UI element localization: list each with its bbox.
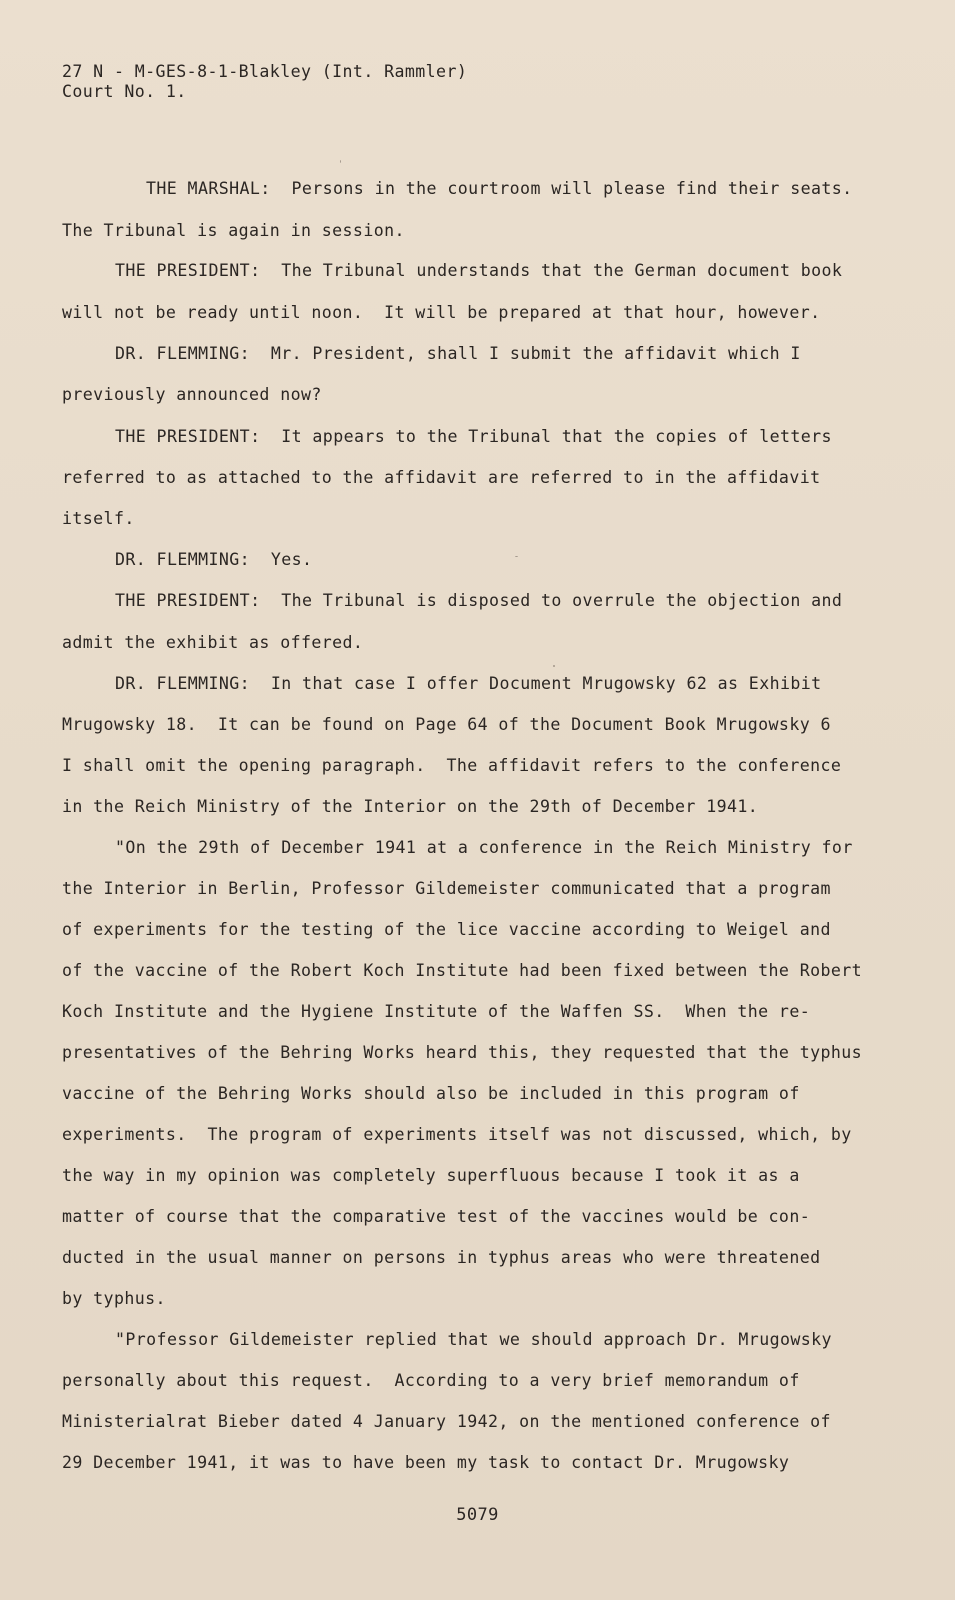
transcript-line: the Interior in Berlin, Professor Gildemeister communicated that a program xyxy=(62,879,831,898)
transcript-line: DR. FLEMMING: Mr. President, shall I submit the affidavit which I xyxy=(115,344,801,363)
transcript-line: of the vaccine of the Robert Koch Institute had been fixed between the Robert xyxy=(62,961,863,980)
transcript-line: "Professor Gildemeister replied that we should approach Dr. Mrugowsky xyxy=(115,1330,832,1349)
transcript-line: will not be ready until noon. It will be prepared at that hour, however. xyxy=(62,303,821,322)
transcript-line: Mrugowsky 18. It can be found on Page 64 of the Document Book Mrugowsky 6 xyxy=(62,715,831,734)
paper-speck xyxy=(515,556,518,557)
transcript-line: personally about this request. According to a very brief memorandum of xyxy=(62,1371,800,1390)
document-header xyxy=(62,62,467,102)
transcript-line: DR. FLEMMING: In that case I offer Document Mrugowsky 62 as Exhibit xyxy=(115,674,822,693)
header-line-1: 27 N - M-GES-8-1-Blakley (Int. Rammler) xyxy=(62,62,468,81)
transcript-line: referred to as attached to the affidavit are referred to in the affidavit xyxy=(62,468,821,487)
transcript-line: matter of course that the comparative test of the vaccines would be con- xyxy=(62,1207,811,1226)
transcript-line: itself. xyxy=(62,509,135,528)
transcript-line: admit the exhibit as offered. xyxy=(62,633,364,652)
transcript-line: by typhus. xyxy=(62,1289,166,1308)
paper-speck xyxy=(553,665,555,667)
transcript-line: THE MARSHAL: Persons in the courtroom will please find their seats. xyxy=(146,179,853,198)
transcript-line: THE PRESIDENT: The Tribunal is disposed to overrule the objection and xyxy=(115,591,843,610)
transcript-line: "On the 29th of December 1941 at a conference in the Reich Ministry for xyxy=(115,838,853,857)
transcript-line: previously announced now? xyxy=(62,385,322,404)
transcript-line: presentatives of the Behring Works heard this, they requested that the typhus xyxy=(62,1043,863,1062)
transcript-line: DR. FLEMMING: Yes. xyxy=(115,550,313,569)
transcript-line: the way in my opinion was completely superfluous because I took it as a xyxy=(62,1166,800,1185)
transcript-line: vaccine of the Behring Works should also be included in this program of xyxy=(62,1084,800,1103)
transcript-line: 29 December 1941, it was to have been my task to contact Dr. Mrugowsky xyxy=(62,1453,790,1472)
transcript-line: experiments. The program of experiments itself was not discussed, which, by xyxy=(62,1125,852,1144)
transcript-line: Koch Institute and the Hygiene Institute of the Waffen SS. When the re- xyxy=(62,1002,811,1021)
transcript-line: of experiments for the testing of the lice vaccine according to Weigel and xyxy=(62,920,831,939)
transcript-line: Ministerialrat Bieber dated 4 January 1942, on the mentioned conference of xyxy=(62,1412,831,1431)
transcript-line: in the Reich Ministry of the Interior on the 29th of December 1941. xyxy=(62,797,759,816)
page-number: 5079 xyxy=(456,1505,499,1525)
transcript-line: THE PRESIDENT: It appears to the Tribunal that the copies of letters xyxy=(115,427,832,446)
transcript-line: I shall omit the opening paragraph. The affidavit refers to the conference xyxy=(62,756,842,775)
paper-speck xyxy=(340,160,341,163)
transcript-line: ducted in the usual manner on persons in typhus areas who were threatened xyxy=(62,1248,821,1267)
header-line-2: Court No. 1. xyxy=(62,82,187,101)
transcript-line: The Tribunal is again in session. xyxy=(62,221,405,240)
transcript-line: THE PRESIDENT: The Tribunal understands that the German document book xyxy=(115,261,843,280)
